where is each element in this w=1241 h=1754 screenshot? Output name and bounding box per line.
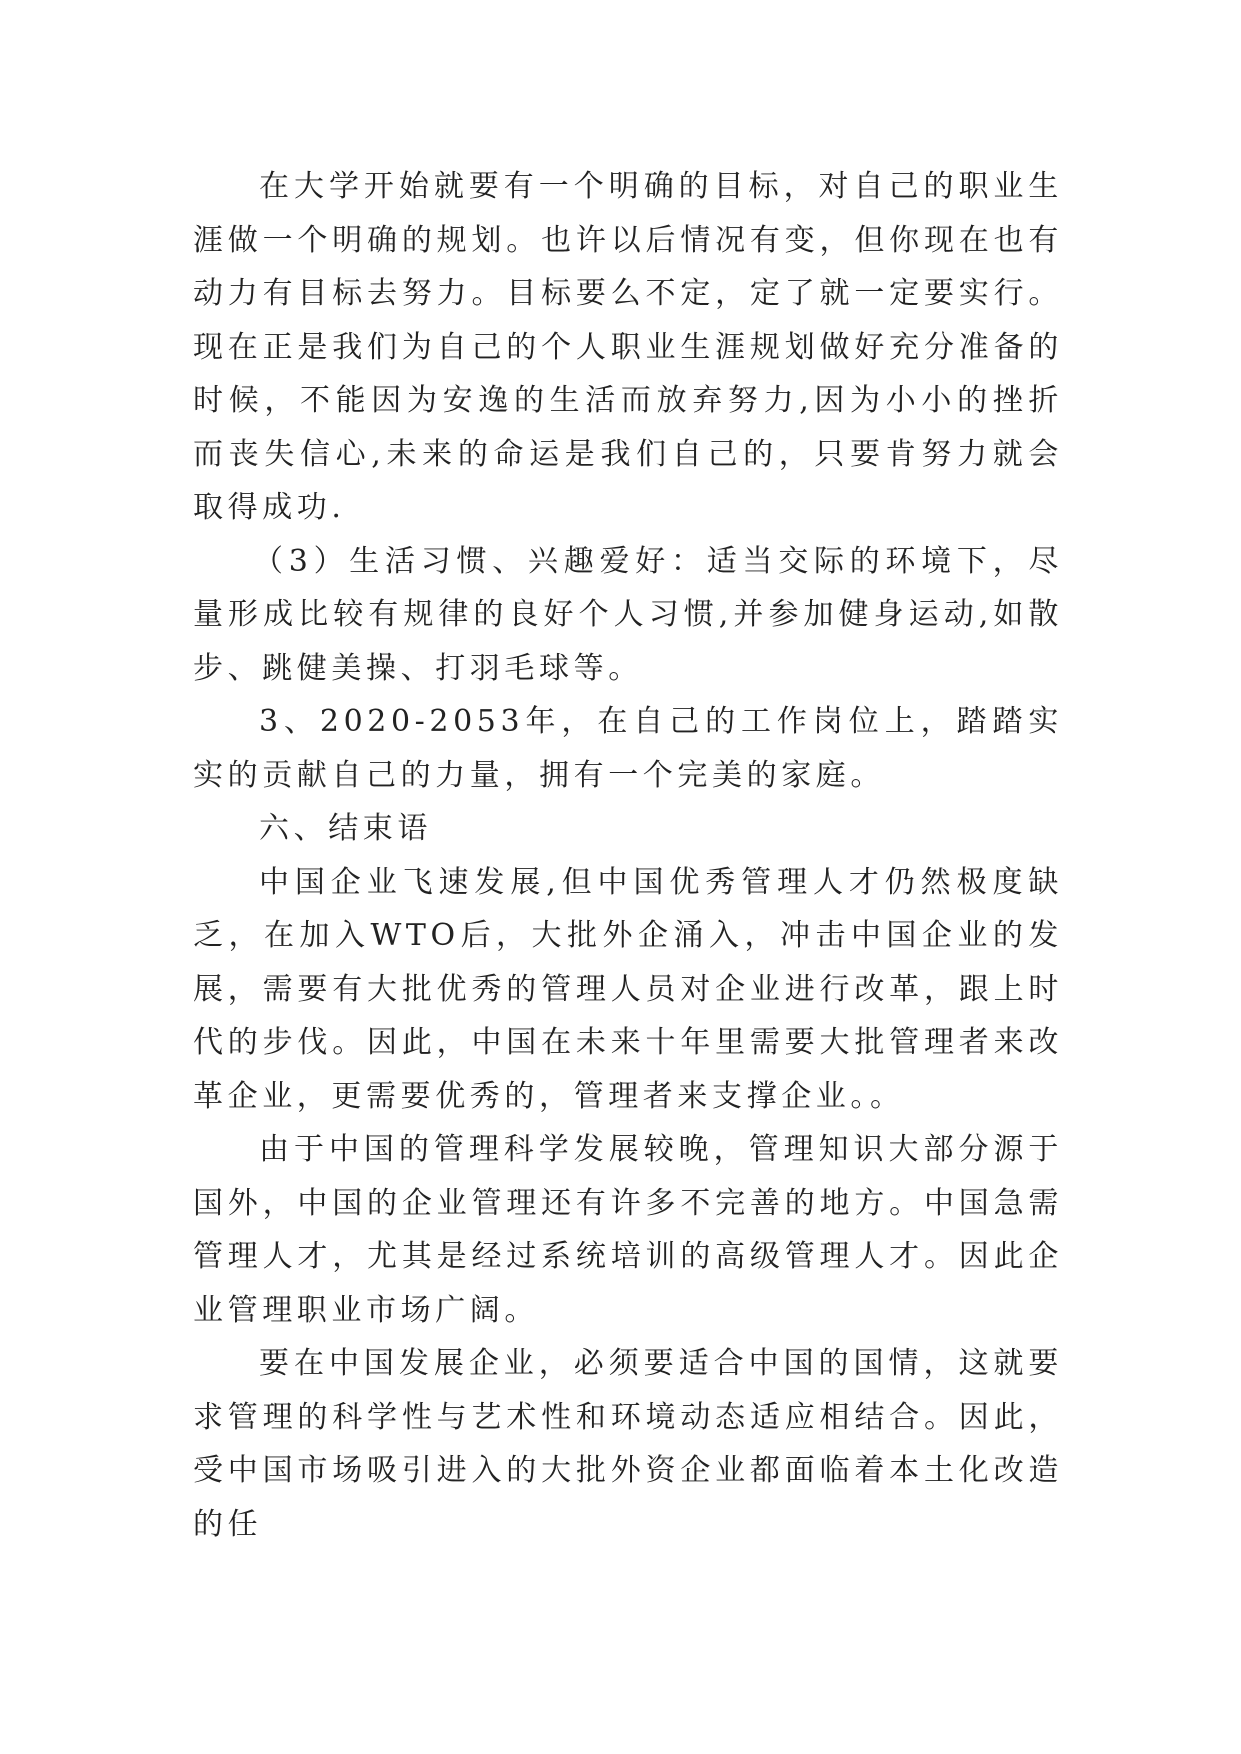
paragraph-career-goal: 在大学开始就要有一个明确的目标，对自己的职业生涯做一个明确的规划。也许以后情况有变，但你现在也有动力有目标去努力。目标要么不定，定了就一定要实行。现在正是我们为自己的个人职业生涯规划做好充分准备的时候，不能因为安逸的生活而放弃努力,因为小小的挫折而丧失信心,未来的命运是我们自己的，只要肯努力就会取得成功.	[193, 169, 1063, 525]
paragraph-2020-2053-plan: 3、2020-2053年，在自己的工作岗位上，踏踏实实的贡献自己的力量，拥有一个完美的家庭。	[193, 704, 1063, 793]
document-body	[193, 160, 1063, 1551]
paragraph-living-habits: （3）生活习惯、兴趣爱好：适当交际的环境下，尽量形成比较有规律的良好个人习惯,并参加健身运动,如散步、跳健美操、打羽毛球等。	[193, 543, 1063, 686]
section-heading-conclusion: 六、结束语	[259, 811, 432, 846]
paragraph-management-science: 由于中国的管理科学发展较晚，管理知识大部分源于国外，中国的企业管理还有许多不完善的地方。中国急需管理人才，尤其是经过系统培训的高级管理人才。因此企业管理职业市场广阔。	[193, 1132, 1063, 1328]
paragraph-chinese-enterprises: 中国企业飞速发展,但中国优秀管理人才仍然极度缺乏，在加入WTO后，大批外企涌入，冲击中国企业的发展，需要有大批优秀的管理人员对企业进行改革，跟上时代的步伐。因此，中国在未来十年里需要大批管理者来改革企业，更需要优秀的，管理者来支撑企业。。	[193, 864, 1063, 1114]
paragraph-localization: 要在中国发展企业，必须要适合中国的国情，这就要求管理的科学性与艺术性和环境动态适应相结合。因此，受中国市场吸引进入的大批外资企业都面临着本土化改造的任	[193, 1346, 1063, 1542]
